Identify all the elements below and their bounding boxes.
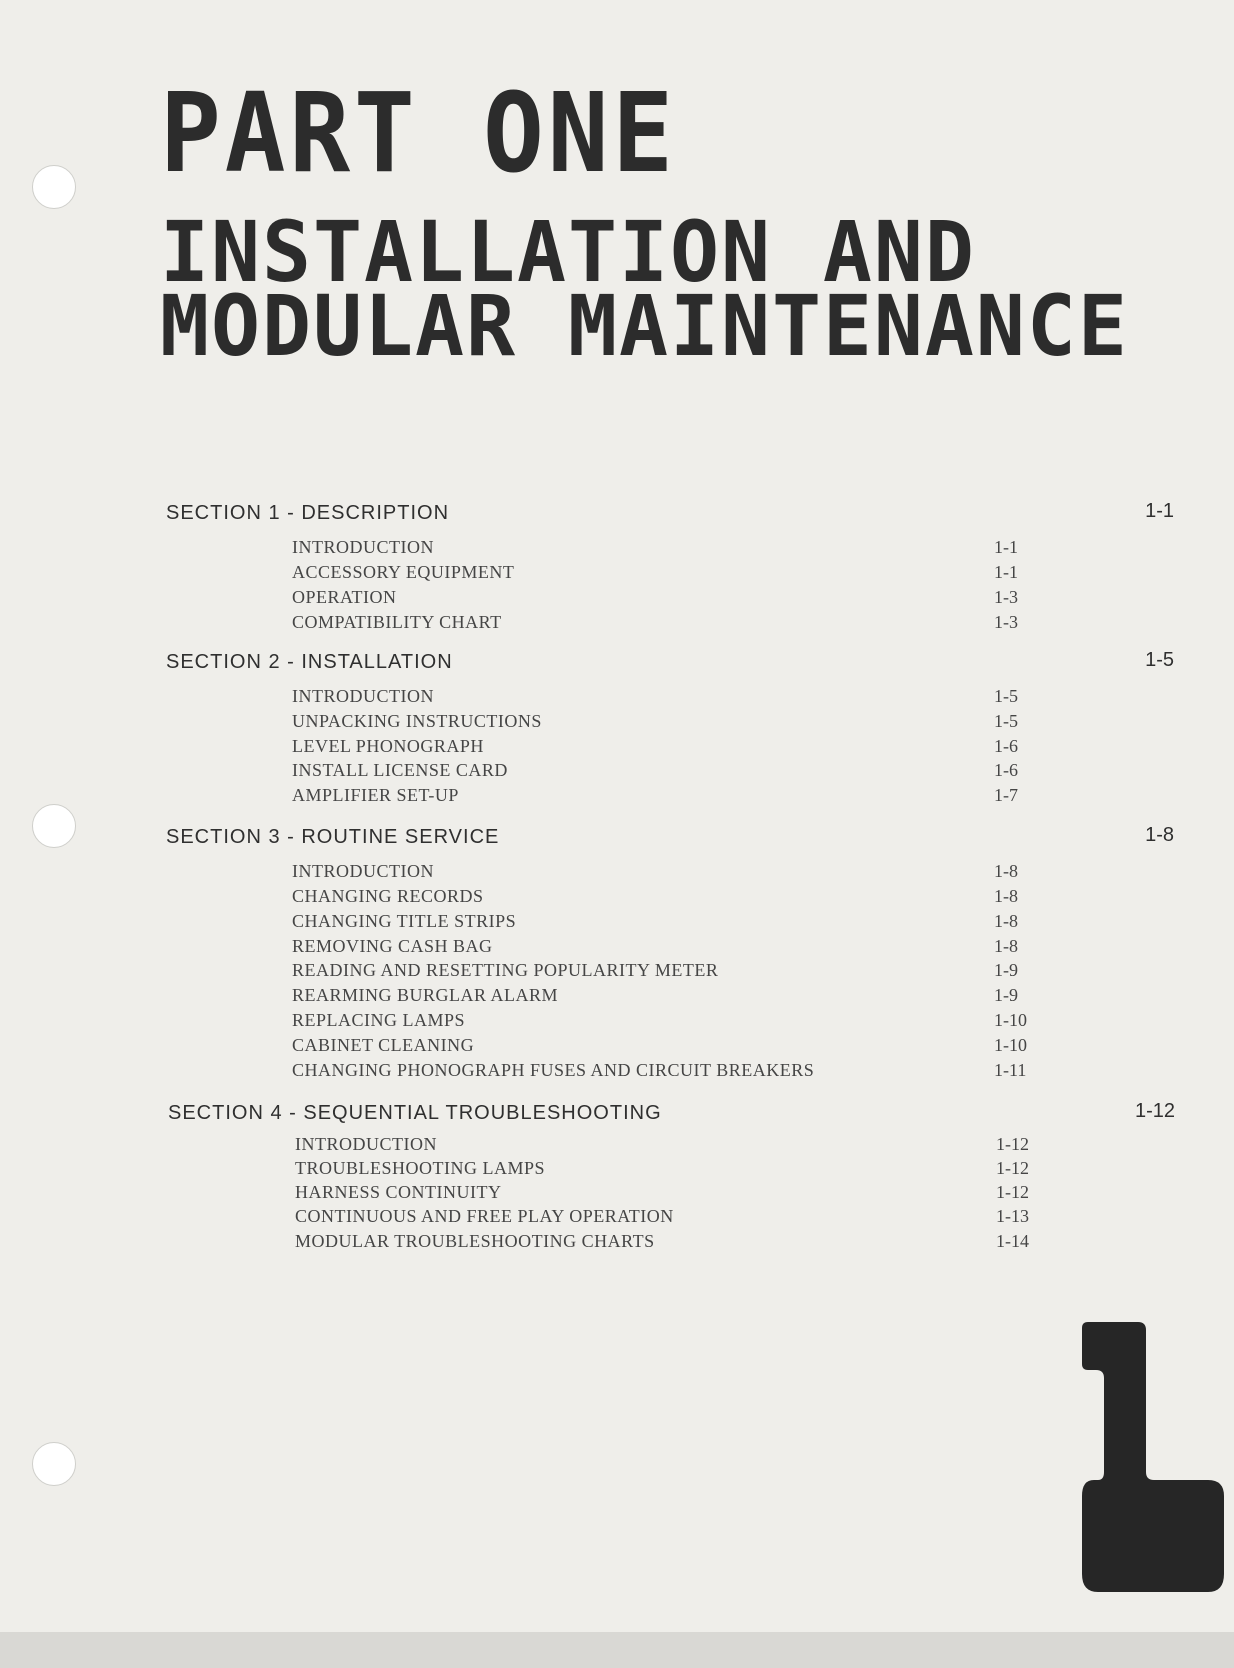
- toc-item-page: 1-8: [994, 936, 1018, 956]
- section-heading: SECTION 1 - DESCRIPTION: [166, 502, 450, 524]
- section-page: 1-1: [1145, 500, 1174, 522]
- toc-item: ACCESSORY EQUIPMENT: [292, 562, 515, 582]
- toc-item: OPERATION: [292, 587, 397, 607]
- toc-item-page: 1-12: [996, 1134, 1029, 1154]
- toc-item: CONTINUOUS AND FREE PLAY OPERATION: [295, 1206, 674, 1226]
- toc-item-page: 1-12: [996, 1158, 1029, 1178]
- title-line-1: INSTALLATION AND: [160, 203, 976, 301]
- section-heading: SECTION 2 - INSTALLATION: [166, 651, 453, 673]
- toc-item: INSTALL LICENSE CARD: [292, 760, 508, 780]
- toc-item-page: 1-14: [996, 1231, 1029, 1251]
- toc-item: INTRODUCTION: [292, 537, 434, 557]
- toc-item: AMPLIFIER SET-UP: [292, 785, 459, 805]
- toc-item: CHANGING TITLE STRIPS: [292, 911, 517, 931]
- toc-item-page: 1-8: [994, 911, 1018, 931]
- part-one-tab-icon: [1082, 1322, 1224, 1597]
- toc-item-page: 1-10: [994, 1010, 1027, 1030]
- toc-item: CABINET CLEANING: [292, 1035, 475, 1055]
- toc-item: CHANGING RECORDS: [292, 886, 484, 906]
- toc-item: MODULAR TROUBLESHOOTING CHARTS: [295, 1231, 655, 1251]
- toc-item-page: 1-3: [994, 612, 1018, 632]
- toc-item: LEVEL PHONOGRAPH: [292, 736, 484, 756]
- toc-item: INTRODUCTION: [295, 1134, 437, 1154]
- toc-item: COMPATIBILITY CHART: [292, 612, 502, 632]
- toc-item: TROUBLESHOOTING LAMPS: [295, 1158, 546, 1178]
- toc-item: HARNESS CONTINUITY: [295, 1182, 502, 1202]
- page-bottom-edge: [0, 1632, 1234, 1668]
- section-page: 1-8: [1145, 824, 1174, 846]
- toc-item-page: 1-8: [994, 861, 1018, 881]
- toc-item: READING AND RESETTING POPULARITY METER: [292, 960, 719, 980]
- section-heading: SECTION 4 - SEQUENTIAL TROUBLESHOOTING: [168, 1102, 662, 1124]
- toc-item-page: 1-9: [994, 985, 1018, 1005]
- toc-item-page: 1-7: [994, 785, 1018, 805]
- part-title: PART ONE: [160, 69, 677, 197]
- toc-item-page: 1-6: [994, 760, 1018, 780]
- toc-item-page: 1-12: [996, 1182, 1029, 1202]
- title-line-2: MODULAR MAINTENANCE: [160, 277, 1129, 375]
- toc-item: REARMING BURGLAR ALARM: [292, 985, 559, 1005]
- section-page: 1-5: [1145, 649, 1174, 671]
- toc-item-page: 1-6: [994, 736, 1018, 756]
- toc-item-page: 1-1: [994, 537, 1018, 557]
- toc-item-page: 1-10: [994, 1035, 1027, 1055]
- section-heading: SECTION 3 - ROUTINE SERVICE: [166, 826, 500, 848]
- toc-item-page: 1-8: [994, 886, 1018, 906]
- toc-item: INTRODUCTION: [292, 861, 434, 881]
- toc-item-page: 1-9: [994, 960, 1018, 980]
- binder-hole: [32, 1442, 76, 1486]
- toc-item-page: 1-11: [994, 1060, 1027, 1080]
- toc-item-page: 1-3: [994, 587, 1018, 607]
- toc-item: INTRODUCTION: [292, 686, 434, 706]
- toc-item: REMOVING CASH BAG: [292, 936, 493, 956]
- toc-item-page: 1-13: [996, 1206, 1029, 1226]
- toc-item: CHANGING PHONOGRAPH FUSES AND CIRCUIT BREAKERS: [292, 1060, 815, 1080]
- toc-item-page: 1-5: [994, 711, 1018, 731]
- toc-item-page: 1-1: [994, 562, 1018, 582]
- section-page: 1-12: [1134, 1100, 1175, 1122]
- toc-item: UNPACKING INSTRUCTIONS: [292, 711, 542, 731]
- toc-item: REPLACING LAMPS: [292, 1010, 466, 1030]
- toc-item-page: 1-5: [994, 686, 1018, 706]
